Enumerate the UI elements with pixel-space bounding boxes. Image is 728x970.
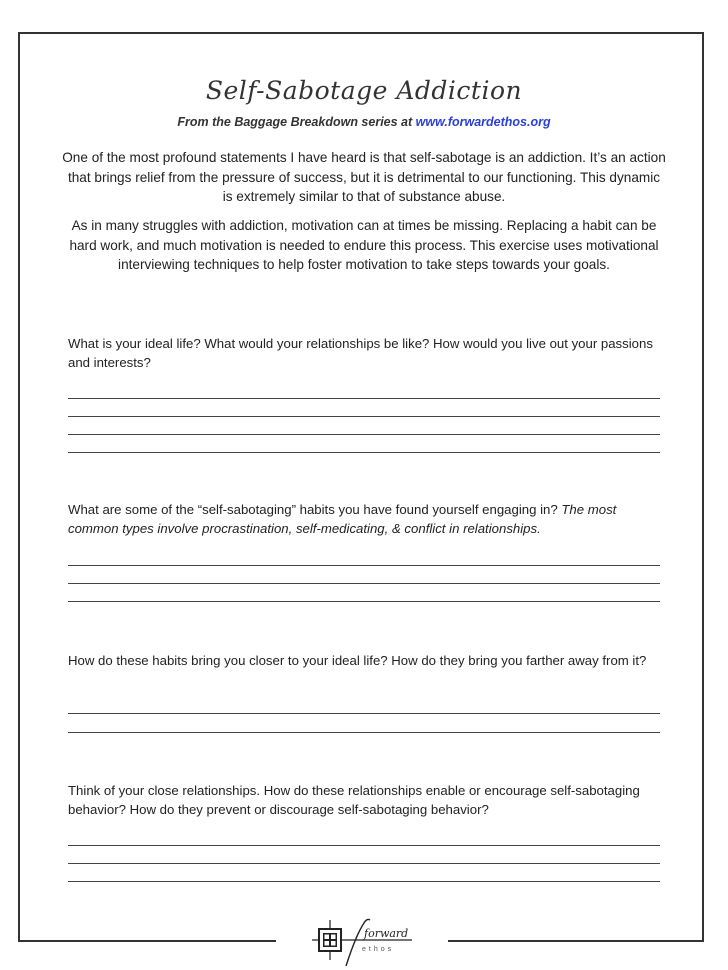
intro-paragraph-1: One of the most profound statements I have heard is that self-sabotage is an addiction. It’s an action that brings relief from the pressure of success, but it is detrimental to our functioning. This dynamic is extremely similar to that of substance abuse. xyxy=(62,150,666,204)
question-1 xyxy=(68,334,663,372)
question-text: What are some of the “self-sabotaging” habits you have found yourself engaging in? xyxy=(68,502,562,517)
subtitle xyxy=(0,115,728,129)
answer-line[interactable] xyxy=(68,881,660,882)
answer-line[interactable] xyxy=(68,732,660,733)
answer-line[interactable] xyxy=(68,713,660,714)
forward-ethos-logo xyxy=(312,915,412,967)
subtitle-text: From the Baggage Breakdown series at xyxy=(177,115,416,129)
answer-line[interactable] xyxy=(68,565,660,566)
question-2 xyxy=(68,500,663,538)
question-text: Think of your close relationships. How do these relationships enable or encourage self-sabotaging behavior? How do they prevent or discourage self-sabotaging behavior? xyxy=(68,783,640,817)
page-title: Self-Sabotage Addiction xyxy=(205,76,523,105)
logo-word-ethos: ethos xyxy=(362,946,395,953)
answer-line[interactable] xyxy=(68,601,660,602)
question-3 xyxy=(68,651,663,670)
logo-word-forward: forward xyxy=(364,927,409,940)
question-text: What is your ideal life? What would your relationships be like? How would you live out your passions and interests? xyxy=(68,336,653,370)
intro-paragraph-2: As in many struggles with addiction, motivation can at times be missing. Replacing a habit can be hard work, and much motivation is needed to endure this process. This exercise uses motivational interviewing techniques to help foster motivation to take steps towards your goals. xyxy=(69,218,659,272)
border-bottom-left xyxy=(18,940,276,942)
question-text: How do these habits bring you closer to your ideal life? How do they bring you farther away from it? xyxy=(68,653,647,668)
answer-line[interactable] xyxy=(68,452,660,453)
border-bottom-right xyxy=(448,940,704,942)
answer-line[interactable] xyxy=(68,583,660,584)
answer-line[interactable] xyxy=(68,416,660,417)
answer-line[interactable] xyxy=(68,863,660,864)
question-4 xyxy=(68,781,663,819)
question-note: The most common types involve procrastination, self-medicating, & conflict in relationships. xyxy=(68,502,617,536)
answer-line[interactable] xyxy=(68,398,660,399)
answer-line[interactable] xyxy=(68,434,660,435)
website-link[interactable]: www.forwardethos.org xyxy=(415,115,551,129)
answer-line[interactable] xyxy=(68,845,660,846)
